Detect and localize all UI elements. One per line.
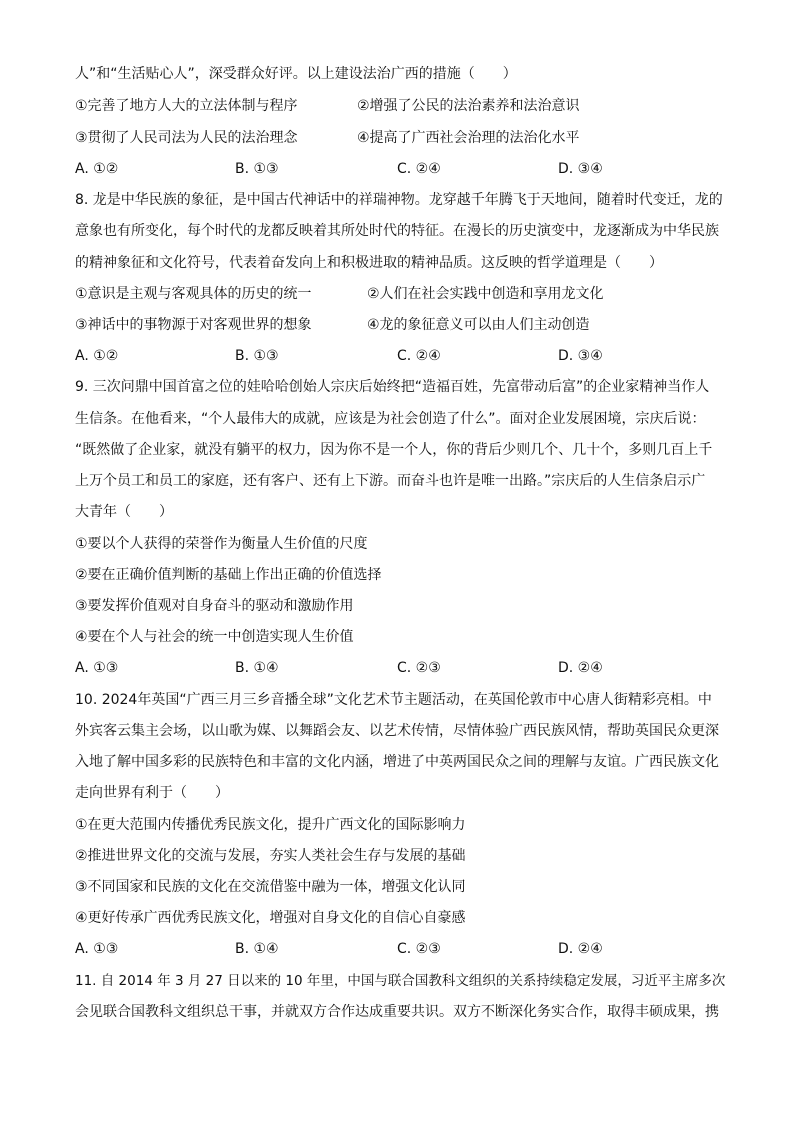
q9-statement-1: ①要以个人获得的荣誉作为衡量人生价值的尺度	[75, 536, 368, 552]
q8-stem-line-1: 8. 龙是中华民族的象征，是中国古代神话中的祥瑞神物。龙穿越千年腾飞于天地间，随着时代变迁，龙的	[75, 192, 723, 208]
q10-stem-line-2: 外宾客云集主会场，以山歌为媒、以舞蹈会友、以艺术传情，尽情体验广西民族风情，帮助英国民众更深	[75, 723, 719, 739]
q9-option-d[interactable]: D. ②④	[558, 660, 603, 676]
q8-statement-3: ③神话中的事物源于对客观世界的想象	[75, 317, 312, 333]
q9-stem-line-2: 生信条。在他看来，“个人最伟大的成就，应该是为社会创造了什么”。面对企业发展困境，宗庆后说：	[75, 411, 706, 427]
q7-option-c[interactable]: C. ②④	[397, 161, 441, 177]
q10-statement-1: ①在更大范围内传播优秀民族文化，提升广西文化的国际影响力	[75, 817, 466, 833]
q10-options	[75, 939, 735, 959]
q8-statement-4: ④龙的象征意义可以由人们主动创造	[367, 317, 590, 333]
q7-statements-row-2	[75, 128, 735, 148]
q7-statement-2: ②增强了公民的法治素养和法治意识	[357, 98, 580, 114]
q8-statements-row-1	[75, 284, 735, 304]
q8-option-a[interactable]: A. ①②	[75, 348, 119, 364]
q7-option-d[interactable]: D. ③④	[558, 161, 603, 177]
q9-option-b[interactable]: B. ①④	[235, 660, 279, 676]
q9-option-a[interactable]: A. ①③	[75, 660, 119, 676]
q10-option-c[interactable]: C. ②③	[397, 941, 441, 957]
q9-options	[75, 658, 735, 678]
q10-stem-line-3: 入地了解中国多彩的民族特色和丰富的文化内涵，增进了中英两国民众之间的理解与友谊。广西民族文化	[75, 754, 719, 770]
q7-option-b[interactable]: B. ①③	[235, 161, 279, 177]
q10-statement-2: ②推进世界文化的交流与发展，夯实人类社会生存与发展的基础	[75, 848, 466, 864]
q8-option-d[interactable]: D. ③④	[558, 348, 603, 364]
q9-statement-4: ④要在个人与社会的统一中创造实现人生价值	[75, 629, 354, 645]
q11-stem-line-1: 11. 自 2014 年 3 月 27 日以来的 10 年里，中国与联合国教科文组织的关系持续稳定发展，习近平主席多次	[75, 973, 726, 989]
q10-statement-4: ④更好传承广西优秀民族文化，增强对自身文化的自信心自豪感	[75, 910, 466, 926]
q8-statement-1: ①意识是主观与客观具体的历史的统一	[75, 286, 312, 302]
q7-stem-line: 人”和“生活贴心人”，深受群众好评。以上建设法治广西的措施（ ）	[75, 66, 517, 82]
q9-option-c[interactable]: C. ②③	[397, 660, 441, 676]
q8-option-b[interactable]: B. ①③	[235, 348, 279, 364]
q7-options	[75, 159, 735, 179]
q9-stem-line-1: 9. 三次问鼎中国首富之位的娃哈哈创始人宗庆后始终把“造福百姓，先富带动后富”的企业家精神当作人	[75, 379, 710, 395]
q8-option-c[interactable]: C. ②④	[397, 348, 441, 364]
q10-option-b[interactable]: B. ①④	[235, 941, 279, 957]
q8-stem-line-2: 意象也有所变化，每个时代的龙都反映着其所处时代的特征。在漫长的历史演变中，龙逐渐成为中华民族	[75, 223, 719, 239]
q8-stem-line-3: 的精神象征和文化符号，代表着奋发向上和积极进取的精神品质。这反映的哲学道理是（ ）	[75, 255, 663, 271]
q7-statement-1: ①完善了地方人大的立法体制与程序	[75, 98, 298, 114]
q9-stem-line-4: 上万个员工和员工的家庭，还有客户、还有上下游。而奋斗也许是唯一出路。”宗庆后的人生信条启示广	[75, 473, 706, 489]
q10-statement-3: ③不同国家和民族的文化在交流借鉴中融为一体，增强文化认同	[75, 879, 466, 895]
q9-stem-line-3: “既然做了企业家，就没有躺平的权力，因为你不是一个人，你的背后少则几个、几十个，多则几百上千	[75, 442, 713, 458]
q7-statements-row-1	[75, 96, 735, 116]
q7-statement-4: ④提高了广西社会治理的法治化水平	[357, 130, 580, 146]
q10-stem-line-4: 走向世界有利于（ ）	[75, 785, 229, 801]
q9-statement-3: ③要发挥价值观对自身奋斗的驱动和激励作用	[75, 598, 354, 614]
q9-stem-line-5: 大青年（ ）	[75, 504, 173, 520]
q7-statement-3: ③贯彻了人民司法为人民的法治理念	[75, 130, 298, 146]
q10-option-d[interactable]: D. ②④	[558, 941, 603, 957]
q7-option-a[interactable]: A. ①②	[75, 161, 119, 177]
q10-option-a[interactable]: A. ①③	[75, 941, 119, 957]
q8-options	[75, 346, 735, 366]
q8-statements-row-2	[75, 315, 735, 335]
q8-statement-2: ②人们在社会实践中创造和享用龙文化	[367, 286, 604, 302]
q11-stem-line-2: 会见联合国教科文组织总干事，并就双方合作达成重要共识。双方不断深化务实合作，取得丰硕成果，携	[75, 1004, 719, 1020]
q9-statement-2: ②要在正确价值判断的基础上作出正确的价值选择	[75, 567, 382, 583]
q10-stem-line-1: 10. 2024年英国“广西三月三乡音播全球”文化艺术节主题活动，在英国伦敦市中心唐人街精彩亮相。中	[75, 692, 712, 708]
